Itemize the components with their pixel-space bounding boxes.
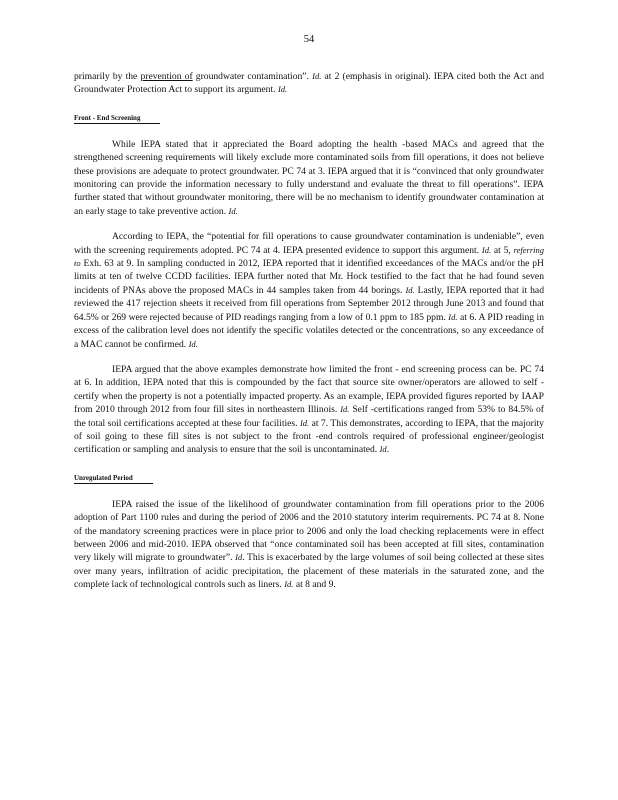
paragraph-text: IEPA argued that the above examples demonstrate how limited the front - end screening process can be. PC 74 at 6. In addition, IEPA noted that this is compounded by the fact that source site owner/operators are allowed to self - certify when the property is not a potentially impacted property. As an example, IEPA provided figures reported by IAAP from 2010 through 2012 from four fill sites in northeastern Illinois. — [74, 363, 544, 416]
paragraph-text: . This is exacerbated by the large volumes of soil being collected at these sites over many years, infiltration of acidic precipitation, the placement of these materials in the saturated zone, and the complete lack of technological controls such as liners. — [74, 552, 544, 591]
section-heading-front-end-screening: Front - End Screening — [74, 113, 160, 124]
citation: Id — [379, 444, 387, 455]
section-heading-unregulated-period: Unregulated Period — [74, 473, 153, 484]
intro-text: groundwater contamination”. — [192, 71, 313, 82]
citation: Id. — [277, 84, 288, 95]
paragraph-text: IEPA raised the issue of the likelihood of groundwater contamination from fill operations prior to the 2006 adoption of Part 1100 rules and during the period of 2006 and the 2010 statutory interim requirements. PC 74 at 8. None of the mandatory screening practices were in place prior to 2006 and only the load checking replacements were in effect between 2006 and mid-2010. IEPA observed that “once contaminated soil has been accepted at fill sites, contamination very likely will migrate to groundwater”. — [74, 498, 544, 564]
paragraph-text: According to IEPA, the “potential for fill operations to cause groundwater contamination is undeniable”, even with the screening requirements adopted. PC 74 at 4. IEPA presented evidence to support this argument. — [74, 231, 544, 256]
citation: Id. — [405, 284, 415, 295]
citation: Id. — [228, 205, 238, 216]
paragraph-text: Lastly, IEPA reported that it had reviewed the 417 rejection sheets it received from fill operations from September 2012 through June 2013 and found that 64.5% or 269 were rejected because of PID readings ranging from a low of 0.1 ppm to 185 ppm. — [74, 284, 544, 323]
citation: Id. — [340, 404, 350, 415]
paragraph-text: at 5, — [491, 244, 514, 256]
intro-underlined: prevention of — [140, 71, 193, 82]
citation: Id. — [481, 244, 492, 255]
paragraph-text: While IEPA stated that it appreciated the Board adopting the health -based MACs and agreed that the strengthened screening requirements will likely exclude more contaminated soils from fill operations, it does not believe these provisions are adequate to protect groundwater. PC 74 at 3. IEPA argued that it is “convinced that only groundwater monitoring can provide the information necessary to fully understand and evaluate the threat to fill operations”. IEPA further stated that without groundwater monitoring, there will be no mechanism to identify groundwater contamination at an early stage to take preventive action. — [74, 138, 544, 217]
paragraph — [74, 138, 544, 218]
citation: Id. — [312, 71, 322, 81]
paragraph — [74, 363, 544, 457]
paragraph — [74, 230, 544, 351]
citation: referring to — [74, 244, 544, 269]
paragraph-text: Exh. 63 at 9. In sampling conducted in 2012, IEPA reported that it identified exceedances of the MACs and/or the pH limits at ten of twelve CCDD facilities. IEPA further noted that Mr. Hock testified to the fact that he had found seven incidents of PNAs above the proposed MACs in 44 samples taken from 44 borings. — [74, 258, 544, 296]
citation: Id. — [188, 338, 198, 349]
paragraph-text: at 7. This demonstrates, according to IEPA, that the majority of soil going to these fill sites is not subject to the front -end controls required of professional engineer/geologist certification or sampling and analysis to ensure that the soil is uncontaminated. — [74, 417, 544, 456]
paragraph-text: at 8 and 9. — [293, 579, 336, 591]
intro-text: at 2 (emphasis in original). IEPA cited both the Act and Groundwater Protection Act to support its argument. — [74, 71, 544, 96]
citation: Id. — [284, 579, 294, 590]
citation: Id. — [299, 417, 310, 428]
citation: Id — [235, 552, 243, 563]
paragraph — [74, 498, 544, 592]
document-body — [74, 70, 544, 592]
intro-text: primarily by the — [74, 71, 141, 82]
intro-paragraph — [74, 70, 544, 97]
paragraph-text: . — [386, 444, 390, 456]
citation: Id. — [448, 311, 458, 322]
paragraph-text: Self -certifications ranged from 53% to 84.5% of the total soil certifications accepted at these four facilities. — [74, 404, 545, 429]
page-number: 54 — [303, 34, 315, 45]
paragraph-text: at 6. A PID reading in excess of the calibration level does not identify the specific volatiles detected or the concentrations, so any exceedance of a MAC cannot be confirmed. — [74, 311, 544, 350]
